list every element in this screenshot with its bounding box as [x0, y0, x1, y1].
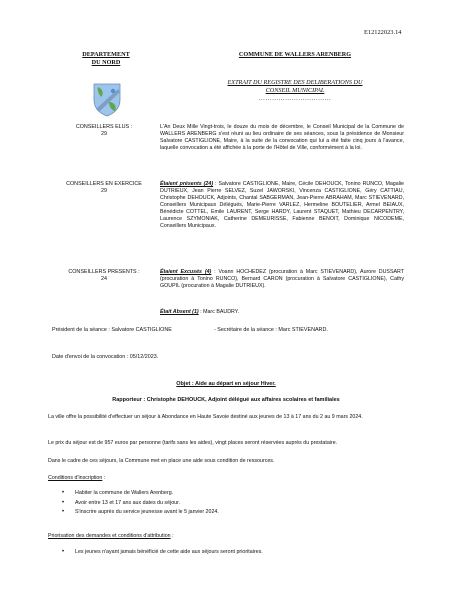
conditions-heading-line [48, 475, 404, 482]
absent-heading: Était Absent (1) [160, 309, 199, 315]
exercice-label-block [56, 181, 152, 196]
elus-count: 29 [101, 131, 107, 138]
presents-count: 24 [101, 276, 107, 283]
list-item: • S'inscrire auprès du service jeunesse avant le 5 janvier 2024. [62, 508, 219, 518]
extract-line-2: CONSEIL MUNICIPAL [265, 87, 325, 95]
paragraph-prix: Le prix du séjour est de 957 euros par personne (tarifs sans les aides), vingt places seront réservées auprès du prestataire. [48, 440, 338, 446]
exercice-label: CONSEILLERS EN EXERCICE [66, 181, 142, 187]
list-item: • Habiter la commune de Wallers Arenberg. [62, 489, 219, 499]
extract-dots: …………………………… [258, 95, 332, 103]
elus-text: L'An Deux Mille Vingt-trois, le douze du mois de décembre, le Conseil Municipal de la Commune de WALLERS ARENBERG s'est réuni au lieu ordinaire de ses séances, sous la présidence de Monsieur Salvatore CASTIGLIONE, Maire, à la suite de la convocation qui lui a été faite cinq jours à l'avance, laquelle convocation a été affichée à la porte de l'Hôtel de Ville, conformément à la loi. [160, 124, 404, 152]
rapporteur-line: Rapporteur : Christophe DEHOUCK, Adjoint délégué aux affaires scolaires et familiales [112, 397, 340, 403]
presents-heading: Étaient présents (24) [160, 181, 214, 187]
seance-president: Président de la séance : Salvatore CASTIGLIONE [52, 327, 172, 333]
absent-paragraph [160, 309, 404, 316]
presents-label-block [56, 269, 152, 284]
extract-line-1: EXTRAIT DU REGISTRE DES DELIBERATIONS DU [227, 79, 363, 86]
priorisation-suffix: : [170, 533, 174, 539]
conditions-heading: Conditions d'inscription [48, 475, 103, 481]
convocation-date: Date d'envoi de la convocation : 05/12/2023. [52, 354, 159, 360]
presents-list: : Salvatore CASTIGLIONE, Maire, Cécile DEHOUCK, Tonino RUNCO, Magalie DUTRIEUX, Jean Pierre SELVEZ, Suzel JAWORSKI, Vincenza CASTIGLIONE, Géry CATTIAU, Christophe DEHOUCK, Adjoints, Chantal SABGERMAN, Jean-Pierre ABRAHAM, Marc STIEVENARD, Conseillers Municipaux Délégués, Marie-Pierre VARLEZ, Hermeline BOUTELIER, Armel BEIAUX, Bénédicte COTTEL, Emile LAURENT, Serge HARDY, Laurent STAQUET, Mathieu DECARPENTRY, Laurence SZYMONIAK, Catherine DEMEURISSE, Fabienne BENOIT, Dominique NICODEME, Conseillers Municipaux. [160, 181, 404, 230]
priorisation-heading: Priorisation des demandes et conditions d'attribution [48, 533, 171, 539]
department-line-2: DU NORD [91, 58, 121, 66]
presents-label: CONSEILLERS PRESENTS : [68, 269, 140, 275]
absent-list: : Marc BAUDRY. [198, 309, 240, 315]
elus-label-block [56, 124, 152, 139]
excuses-list: : Voann HOCHEDEZ (procuration à Marc STIEVENARD), Aurore DUSSART (procuration à Tonino RUNCO), Bernard CARON (procuration à Salvatore CASTIGLIONE), Cathy GOUPIL (procuration à Magalie DUTRIEUX). [160, 269, 404, 290]
paragraph-aide: Dans le cadre de ces séjours, la Commune met en place une aide sous condition de ressources. [48, 458, 275, 464]
priorisation-heading-line [48, 533, 404, 540]
excuses-paragraph [160, 269, 404, 290]
paragraph-sejour: La ville offre la possibilité d'effectuer un séjour à Abondance en Haute Savoie destiné aux jeunes de 13 à 17 ans du 2 au 9 mars 2024. [48, 414, 363, 420]
priorisation-list [62, 548, 263, 558]
document-reference: E12122023.14 [364, 29, 402, 36]
excuses-heading: Étaient Excusés (4) [160, 269, 212, 275]
department-header [60, 51, 152, 67]
department-line-1: DEPARTEMENT [82, 51, 130, 58]
list-item: • Les jeunes n'ayant jamais bénéficié de cette aide aux séjours seront prioritaires. [62, 548, 263, 558]
seance-secretaire: - Secrétaire de la séance : Marc STIEVENARD. [214, 327, 328, 333]
conditions-suffix: : [102, 475, 106, 481]
presents-paragraph [160, 181, 404, 230]
objet-text: Objet : Aide au départ en séjour Hiver. [176, 381, 276, 387]
commune-header: COMMUNE DE WALLERS ARENBERG [238, 51, 352, 58]
elus-label: CONSEILLERS ELUS : [75, 124, 133, 130]
commune-crest-icon [93, 83, 121, 117]
objet-line [48, 381, 404, 388]
conditions-list [62, 489, 219, 518]
exercice-count: 29 [101, 188, 107, 195]
register-extract-title [195, 79, 395, 103]
list-item: • Avoir entre 13 et 17 ans aux dates du séjour. [62, 499, 219, 509]
